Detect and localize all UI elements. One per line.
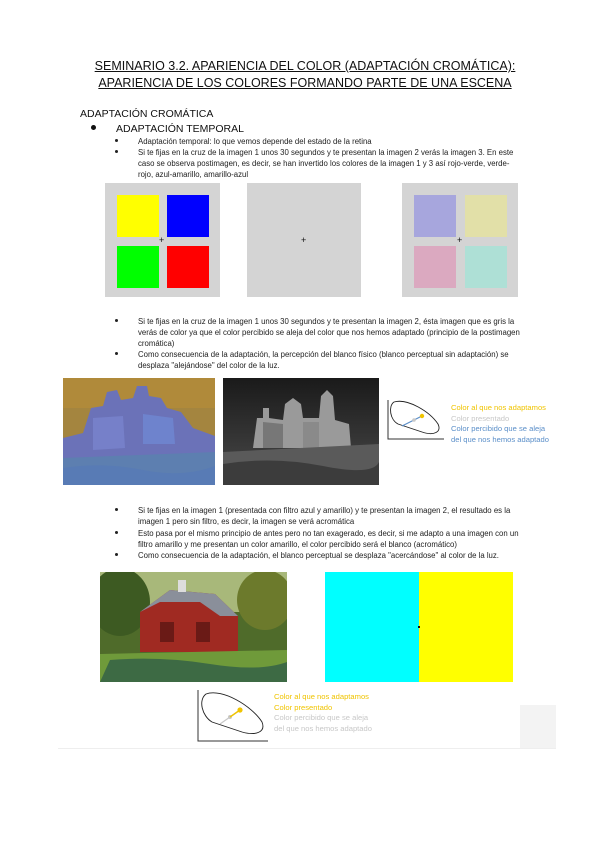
legend-1-adapted: Color al que nos adaptamos <box>451 403 546 412</box>
legend-1-perceived-cont: del que nos hemos adaptado <box>451 434 549 444</box>
paragraph-7: Como consecuencia de la adaptación, el blanco perceptual se desplaza "acercándose" al color de la luz. <box>138 550 523 561</box>
yellow-half <box>419 572 513 682</box>
figure-image-2 <box>247 183 361 297</box>
green-square <box>117 246 159 288</box>
paragraph-4: Como consecuencia de la adaptación, la percepción del blanco físico (blanco perceptual sin adaptación) se desplaza "alejándose" del color de la luz. <box>138 349 523 371</box>
title-line-1: SEMINARIO 3.2. APARIENCIA DEL COLOR (ADAPTACIÓN CROMÁTICA): <box>94 59 516 73</box>
bullet-dot <box>115 352 118 355</box>
bullet-dot <box>91 125 96 130</box>
red-square <box>167 246 209 288</box>
fixation-cross: + <box>301 235 307 245</box>
figure-image-3 <box>402 183 518 297</box>
yellow-square <box>117 195 159 237</box>
fixation-cross: + <box>159 235 165 245</box>
legend-2 <box>274 692 372 734</box>
legend-2-presented: Color presentado <box>274 702 333 712</box>
castle-photo-filtered <box>63 378 215 485</box>
title-line-2: APARIENCIA DE LOS COLORES FORMANDO PARTE DE UNA ESCENA <box>98 76 512 90</box>
section-heading: ADAPTACIÓN CROMÁTICA <box>80 108 214 120</box>
fixation-cross: + <box>457 235 463 245</box>
castle-filtered-drawing <box>63 378 215 485</box>
paragraph-1: Adaptación temporal: lo que vemos depende del estado de la retina <box>138 136 523 147</box>
bullet-dot <box>115 139 118 142</box>
paragraph-2: Si te fijas en la cruz de la imagen 1 unos 30 segundos y te presentan la imagen 2 verás la imagen 3. En este caso se observa postimagen, es decir, se han invertido los colores de la imagen 1 y 3 así rojo-verde, verde-rojo, azul-amarillo, amarillo-azul <box>138 147 523 180</box>
castle-photo-grayscale <box>223 378 379 485</box>
barn-drawing <box>100 572 287 682</box>
page-bottom-divider <box>58 748 556 749</box>
fixation-point <box>418 626 420 628</box>
castle-grayscale-drawing <box>223 378 379 485</box>
legend-2-perceived: Color percibido que se aleja <box>274 713 369 722</box>
bullet-dot <box>115 553 118 556</box>
legend-1-presented: Color presentado <box>451 413 510 423</box>
legend-2-adapted: Color al que nos adaptamos <box>274 692 369 701</box>
page-title <box>70 58 540 92</box>
paragraph-5: Si te fijas en la imagen 1 (presentada con filtro azul y amarillo) y te presentan la imagen 2, el resultado es la imagen 1 pero sin filtro, es decir, la imagen se verá acromática <box>138 505 523 527</box>
section-subheading: ADAPTACIÓN TEMPORAL <box>116 123 244 135</box>
paragraph-3: Si te fijas en la cruz de la imagen 1 unos 30 segundos y te presentan la imagen 2, ésta imagen que es gris la verás de color ya que el color percibido se aleja del color que nos hemos adaptado (principio de la postimagen cromática) <box>138 316 523 349</box>
paragraph-6: Esto pasa por el mismo principio de antes pero no tan exagerado, es decir, si me adapto a una imagen con un filtro amarillo y me presentan un color amarillo, el color percibido será el blanco (acromático) <box>138 528 523 550</box>
bullet-dot <box>115 508 118 511</box>
barn-photo <box>100 572 287 682</box>
cyan-half <box>325 572 419 682</box>
legend-1-perceived: Color percibido que se aleja <box>451 424 546 433</box>
chromaticity-diagram-2 <box>196 688 270 742</box>
blue-square <box>167 195 209 237</box>
bullet-dot <box>115 531 118 534</box>
chromaticity-diagram-1 <box>386 398 446 440</box>
pink-square <box>414 246 456 288</box>
legend-2-perceived-cont: del que nos hemos adaptado <box>274 723 372 733</box>
bullet-dot <box>115 319 118 322</box>
legend-1 <box>451 403 549 445</box>
pale-yellow-square <box>465 195 507 237</box>
mint-square <box>465 246 507 288</box>
lavender-square <box>414 195 456 237</box>
chromaticity-drawing-1 <box>386 398 446 440</box>
chromaticity-drawing-2 <box>196 688 270 742</box>
watermark-logo <box>520 705 556 749</box>
figure-image-1 <box>105 183 220 297</box>
bullet-dot <box>115 150 118 153</box>
